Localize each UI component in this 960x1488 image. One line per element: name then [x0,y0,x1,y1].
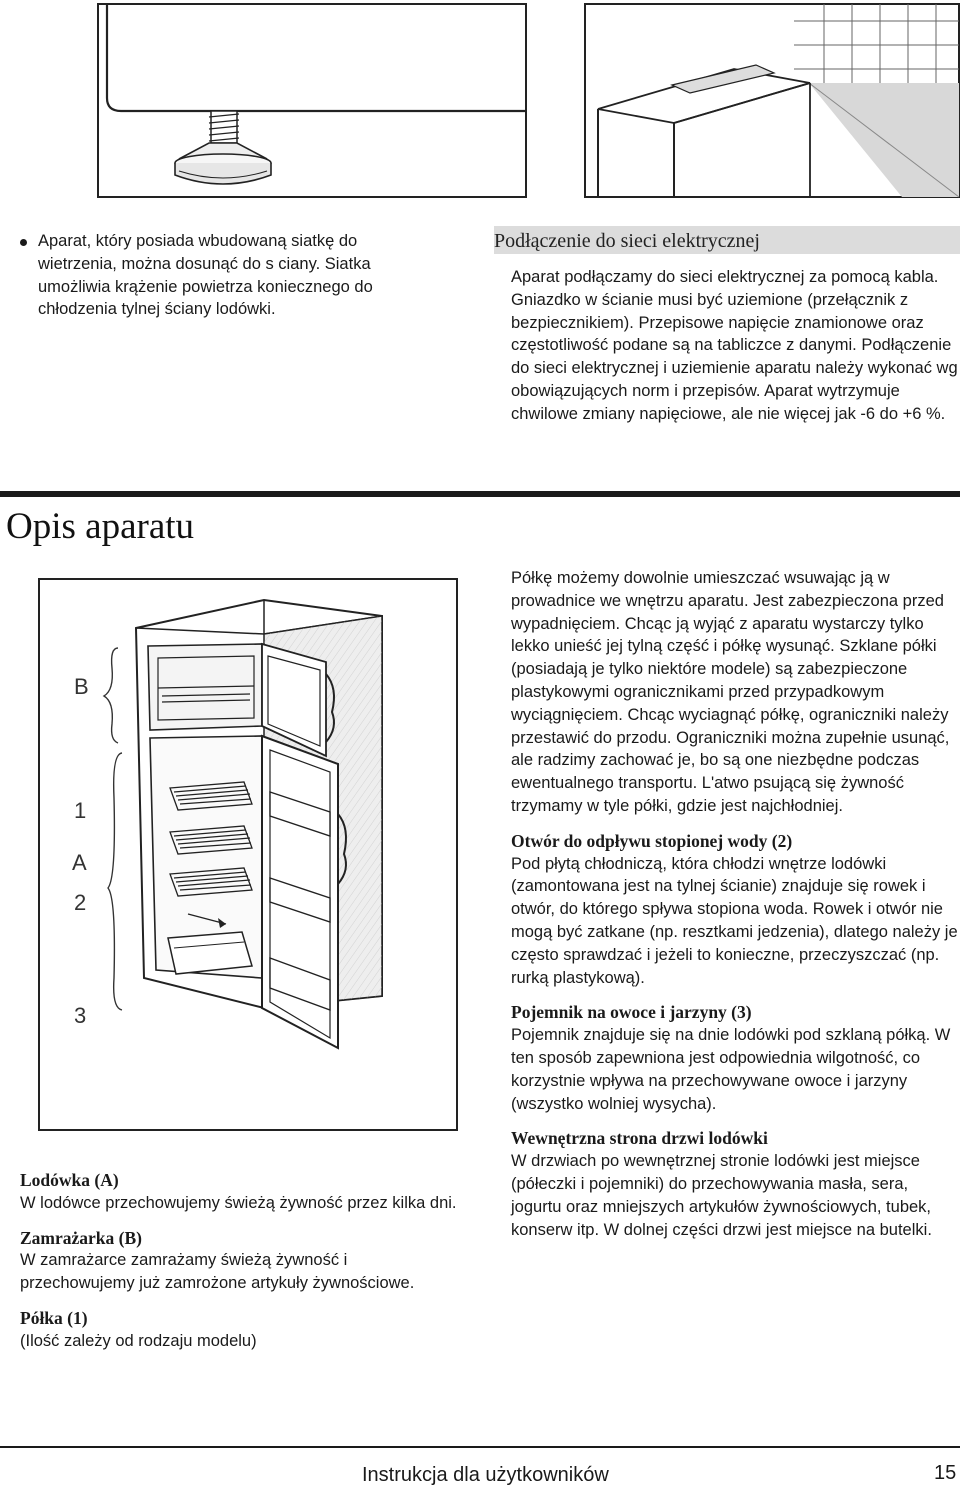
label-shelf-1: 1 [74,798,87,823]
item-heading: Lodówka (A) [20,1170,119,1190]
item-body: Pojemnik znajduje się na dnie lodówki pod szklaną półką. W ten sposób zapewniona jest odpowiednia wilgotność, co korzystnie wpływa na przechowywane owoce i jarzyny (wszystko wolniej wysycha). [511,1026,951,1113]
item-shelf [20,1307,465,1353]
footer-divider [0,1446,960,1448]
fridge-against-wall-illustration [584,3,960,198]
item-heading: Wewnętrzna strona drzwi lodówki [511,1128,768,1149]
item-heading: Półka (1) [20,1307,88,1328]
bullet-point-icon [20,239,27,246]
item-heading: Zamrażarka (B) [20,1227,142,1248]
item-heading: Otwór do odpływu stopionej wody (2) [511,830,793,851]
item-fridge [20,1169,465,1215]
label-freezer-b: B [74,674,89,699]
bullet-text: Aparat, który posiada wbudowaną siatkę do wietrzenia, można dosunąć do s ciany. Siatka umożliwia krążenie powietrza koniecznego do chłodzenia tylnej ściany lodówki. [38,232,373,319]
fridge-interior-illustration [38,578,458,1131]
shelf-description: Półkę możemy dowolnie umieszczać wsuwając ją w prowadnice we wnętrzu aparatu. Jest zabezpieczona przed wypadnięciem. Chcąc ją wyjąć z aparatu wystarczy tylko lekko unieść jej tylną część i półkę wysunąć. Szklane półki (posiadają je tylko niektóre modele) są zabezpieczone plastykowymi ogranicznikami przed przypadkowym wyciągnięciem. Chcąc wyciagnąć półkę, ograniczniki należy przestawić do przodu. Ograniczniki można zupełnie usunąć, ale radzimy zachować je, bo są one niezbędne podczas ewentualnego transportu. L'atwo psującą się żywność trzymamy w tyle półki, gdzie jest najchłodniej. [511,569,950,815]
item-freezer [20,1227,465,1295]
connection-heading: Podłączenie do sieci elektrycznej [494,230,760,252]
item-door-inside [511,1127,960,1241]
item-body: W zamrażarce zamrażamy świeżą żywność i przechowujemy już zamrożone artykuły żywnościowe. [20,1251,415,1293]
section-title: Opis aparatu [6,506,195,547]
item-heading: Pojemnik na owoce i jarzyny (3) [511,1002,752,1023]
page-number: 15 [934,1462,957,1484]
label-crisper-3: 3 [74,1003,87,1028]
item-body: (Ilość zależy od rodzaju modelu) [20,1331,257,1350]
adjustable-foot-illustration [97,3,527,198]
right-descriptions [511,567,960,1241]
item-drain-hole [511,830,960,990]
left-descriptions [20,1169,465,1353]
ventilation-bullet [20,230,430,321]
section-divider [0,491,960,497]
item-crisper [511,1001,960,1115]
item-body: Pod płytą chłodniczą, która chłodzi wnętrze lodówki (zamontowana jest na tylnej ścianie) znajduje się rowek i otwór, do którego spływa stopiona woda. Rowek i otwór nie mogą być zatkane (np. resztkami jedzenia), dlatego należy je często sprawdzać i jeżeli to konieczne, przeczyszczać (np. rurką plastykową). [511,854,958,987]
connection-text: Aparat podłączamy do sieci elektrycznej za pomocą kabla. Gniazdko w ścianie musi być uziemione (przełącznik z bezpiecznikiem). Przepisowe napięcie znamionowe oraz częstotliwość podane są na tabliczce z danymi. Podłączenie do sieci elektrycznej i uziemienie aparatu należy wykonać wg obowiązujących norm i przepisów. Aparat wytrzymuje chwilowe zmiany napięciowe, ale nie więcej jak -6 do +6 %. [511,268,958,423]
item-body: W lodówce przechowujemy świeżą żywność przez kilka dni. [20,1193,457,1212]
label-fridge-a: A [72,850,87,875]
item-body: W drzwiach po wewnętrznej stronie lodówki jest miejsce (półeczki i pojemniki) do przechowywania masła, sera, jogurtu oraz mniejszych artykułów żywnościowych, tubek, konserw itp. W dolnej części drzwi jest miejsce na butelki. [511,1152,932,1239]
footer-title: Instrukcja dla użytkowników [362,1464,609,1486]
label-drain-2: 2 [74,890,87,915]
